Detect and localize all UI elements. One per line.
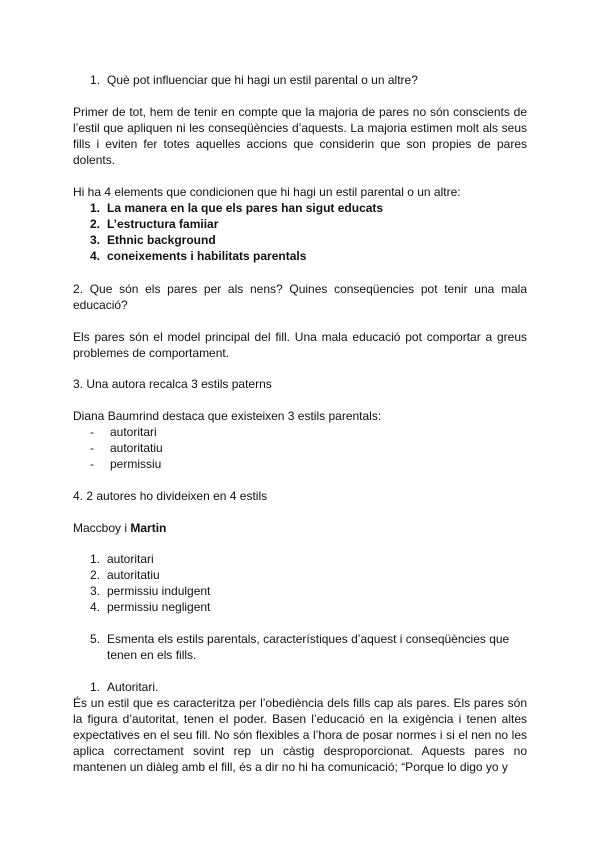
question-5-continued: tenen en els fills. (107, 648, 197, 662)
dash-list-item: - autoritatiu (90, 441, 163, 455)
question-4: 4. 2 autores ho divideixen en 4 estils (73, 489, 268, 503)
paragraph-answer-2: Els pares són el model principal del fill. Una mala educació pot comportar a greus problemes de comportament. (73, 330, 527, 360)
paragraph-answer-3: Diana Baumrind destaca que existeixen 3 estils parentals: (73, 409, 382, 423)
dash-list-item: - autoritari (90, 425, 157, 439)
document-page: 1. Què pot influenciar que hi hagi un estil parental o un altre? Primer de tot, hem de tenir en compte que la majoria de pares no són conscients de l’estil que apliquen ni les conseqüències d’aquests. La majoria estimen molt als seus fills i eviten fer totes aquelles accions que considerin que son propies de pares dolents. Hi ha 4 elements que condicionen que hi hagi un estil parental o un altre: 1. La manera en la que els pares han sigut educats 2. L’estructura famiiar 3. Ethnic background 4. coneixements i habilitats parentals 2. Que són els pares per als nens? Quines conseqüencies pot tenir una mala educació? Els pares són el model principal del fill. Una mala educació pot comportar a greus problemes de comportament. 3. Una autora recalca 3 estils paterns Diana Baumrind destaca que existeixen 3 estils parentals: - autoritari - autoritatiu - permissiu 4. 2 autores ho divideixen en 4 estils Maccboy i Martin 1. autoritari 2. autoritatiu 3. permissiu indulgent 4. permissiu negligent 5. Esmenta els estils parentals, característiques d’aquest i conseqüències que tenen en els fills. 1. Autoritari. És un estil que es caracteritza per l’obediència dels fills cap als pares. Els pares són la figura d’autoritat, tenen el poder. Basen l’educació en la exigència i tenen altes expectatives en el seu fill. No són flexibles a l’hora de posar normes i si el nen no les aplica correctament sovint rep un càstig desproporcionat. Aquests pares no mantenen un diàleg amb el fill, és a dir no hi ha comunicació; “Porque lo digo yo y (73, 73, 527, 774)
authors-line (73, 520, 527, 536)
paragraph-intro: Primer de tot, hem de tenir en compte que la majoria de pares no són conscients de l’estil que apliquen ni les conseqüències d’aquests. La majoria estimen molt als seus fills i eviten fer totes aquelles accions que considerin que son propies de pares dolents. (73, 105, 527, 167)
author-2: Martin (130, 521, 167, 535)
question-2: 2. Que són els pares per als nens? Quines conseqüencies pot tenir una mala educació? (73, 282, 527, 312)
question-1-number: 1. (90, 73, 101, 87)
paragraph-autoritari: És un estil que es caracteritza per l’obediència dels fills cap als pares. Els pares són la figura d’autoritat, tenen el poder. Basen l’educació en la exigència i tenen altes expectatives en el seu fill. No són flexibles a l’hora de posar normes i si el nen no les aplica correctament sovint rep un càstig desproporcionat. Aquests pares no mantenen un diàleg amb el fill, és a dir no hi ha comunicació; “Porque lo digo yo y (73, 696, 527, 774)
dash-list-item: - permissiu (90, 457, 162, 471)
question-3: 3. Una autora recalca 3 estils paterns (73, 377, 272, 391)
paragraph-elements-intro: Hi ha 4 elements que condicionen que hi hagi un estil parental o un altre: (73, 185, 461, 199)
author-1: Maccboy i (73, 521, 131, 535)
question-1-text: Què pot influenciar que hi hagi un estil parental o un altre? (107, 73, 418, 87)
